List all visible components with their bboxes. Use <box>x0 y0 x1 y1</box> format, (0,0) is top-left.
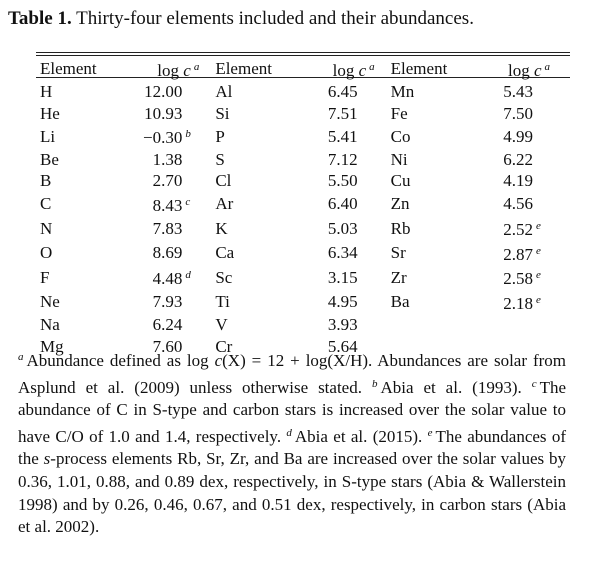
element-symbol: Cr <box>215 336 233 356</box>
abundance-number: 2.58 <box>503 269 533 288</box>
note-b-text: Abia et al. (1993). <box>380 377 522 397</box>
abundance-value <box>477 265 566 290</box>
header-log-var: c <box>533 61 542 80</box>
element-symbol: Be <box>40 149 59 169</box>
top-rule <box>36 52 570 53</box>
element-symbol: He <box>40 103 60 123</box>
footnote-mark: e <box>536 220 541 232</box>
abundance-number: 6.22 <box>503 149 533 169</box>
abundance-value <box>477 81 566 103</box>
abundance-number: 1.38 <box>152 149 183 169</box>
note-c-mark: c <box>531 377 537 390</box>
abundance-value <box>477 149 566 171</box>
element-symbol: K <box>215 218 228 238</box>
abundance-number: 4.48 <box>152 269 183 288</box>
header-element: Element <box>215 59 272 78</box>
abundance-value <box>477 314 566 336</box>
element-symbol: Cu <box>390 171 411 190</box>
abundance-number: 10.93 <box>144 103 183 123</box>
header-element: Element <box>40 59 97 78</box>
abundance-value <box>127 81 216 103</box>
abundance-number: 12.00 <box>144 82 183 101</box>
element-symbol: Si <box>215 103 230 123</box>
abundance-number: 8.43 <box>152 195 183 215</box>
abundance-number: 2.52 <box>503 220 533 239</box>
element-symbol: Al <box>215 82 233 101</box>
abundance-number: 4.99 <box>503 126 533 146</box>
element-symbol: C <box>40 194 52 213</box>
header-log-var: c <box>358 61 367 80</box>
caption-text: Thirty-four elements included and their abundances. <box>76 8 474 29</box>
abundance-value <box>302 216 391 241</box>
header-log-prefix: log <box>332 61 355 80</box>
element-symbol: Ni <box>390 149 408 169</box>
header-footnote-mark: a <box>544 61 550 73</box>
element-symbol: N <box>40 218 53 238</box>
header-log-var: c <box>183 61 191 80</box>
abundance-value <box>302 314 391 336</box>
abundance-number: 2.87 <box>503 244 533 264</box>
table-row <box>40 103 566 125</box>
note-a-pre: Abundance defined as log <box>26 351 209 370</box>
abundance-value <box>477 241 566 266</box>
note-a-var: c <box>214 351 223 370</box>
element-symbol: Sr <box>390 243 406 262</box>
element-symbol: F <box>40 267 50 287</box>
note-b-mark: b <box>371 377 378 390</box>
abundance-number: 5.43 <box>503 82 533 101</box>
abundance-number: 4.56 <box>503 194 533 213</box>
footnote-mark: b <box>185 128 191 140</box>
element-symbol: P <box>215 126 225 146</box>
note-e-post: -process elements Rb, Sr, Zr, and Ba are increased over the solar values by 0.36, 1.01, 0.88, and 0.89 dex, respectively, in S-type stars (Abia & Wallerstein 1998) and by 0.26, 0.46, 0.67, and 0.51 dex, respectively, in carbon stars (Abia et al. 2002). <box>18 449 566 537</box>
abundance-number: 3.93 <box>327 315 358 334</box>
abundance-value <box>302 124 391 149</box>
note-a-post: (X) = 12 + log(X/H). Abundances are solar from Asplund et al. (2009) unless otherwise stated. <box>18 351 566 397</box>
element-symbol: Co <box>390 126 411 146</box>
element-symbol: Ne <box>40 292 60 311</box>
element-symbol: Mn <box>390 82 415 101</box>
element-symbol <box>391 314 478 336</box>
element-symbol: Na <box>40 315 60 334</box>
abundance-value <box>127 124 216 149</box>
header-footnote-mark: a <box>369 61 375 73</box>
element-symbol: S <box>215 149 225 169</box>
abundance-number: 7.12 <box>327 149 358 169</box>
abundance-number: 6.45 <box>327 82 358 101</box>
abundance-number: 8.69 <box>152 243 183 262</box>
abundance-number: 7.51 <box>327 103 358 123</box>
abundance-value <box>477 124 566 149</box>
footnote-mark: c <box>185 195 191 208</box>
table-row <box>40 124 566 149</box>
abundance-value <box>302 241 391 266</box>
element-symbol: Ca <box>215 243 235 262</box>
element-symbol: Ti <box>215 292 230 311</box>
table-row <box>40 192 566 217</box>
abundance-number: 6.34 <box>327 243 358 262</box>
abundance-value <box>127 290 216 315</box>
abundance-number: 7.93 <box>152 292 183 311</box>
table-header-row <box>40 57 566 81</box>
abundance-value <box>302 192 391 217</box>
abundance-value <box>127 241 216 266</box>
element-symbol: Li <box>40 126 56 146</box>
note-e-pre: The abundances of the <box>18 426 567 469</box>
abundance-number: 4.19 <box>503 171 533 190</box>
abundance-number: 2.18 <box>503 293 533 313</box>
abundance-value <box>127 192 216 217</box>
abundance-number: 5.64 <box>327 336 358 356</box>
footnote-mark: e <box>536 244 541 257</box>
header-log-c <box>477 57 566 81</box>
header-log-prefix: log <box>157 61 180 80</box>
element-symbol: Zr <box>390 267 407 287</box>
element-symbol: V <box>215 315 228 334</box>
abundance-value <box>477 216 566 241</box>
abundance-value <box>302 265 391 290</box>
abundance-value <box>127 265 216 290</box>
table-row <box>40 149 566 171</box>
footnote-mark: e <box>536 293 541 306</box>
note-d-mark: d <box>286 426 292 439</box>
table-row <box>40 170 566 192</box>
abundance-number: 6.24 <box>152 315 183 334</box>
abundance-number: 5.41 <box>327 126 358 146</box>
element-symbol: Ar <box>215 194 234 213</box>
table-row <box>40 290 566 315</box>
abundance-number: 5.50 <box>327 171 358 190</box>
footnote-mark: e <box>536 269 541 281</box>
abundance-value <box>302 149 391 171</box>
abundance-number: 4.95 <box>327 292 358 311</box>
abundance-value <box>302 103 391 125</box>
note-e-mark: e <box>427 426 433 439</box>
abundance-number: 7.60 <box>152 336 183 356</box>
abundance-number: 7.50 <box>503 103 533 123</box>
abundance-value <box>477 103 566 125</box>
table-notes <box>18 346 566 539</box>
table-caption <box>8 8 474 30</box>
element-symbol: B <box>40 171 52 190</box>
note-a-mark: a <box>18 351 24 363</box>
abundance-value <box>477 170 566 192</box>
caption-label: Table 1. <box>8 8 72 29</box>
header-log-prefix: log <box>507 61 530 80</box>
element-symbol: Zn <box>390 194 410 213</box>
abundance-number: 2.70 <box>152 171 183 190</box>
abundance-value <box>302 81 391 103</box>
abundance-value <box>127 314 216 336</box>
abundance-value <box>127 170 216 192</box>
table-body <box>40 81 566 357</box>
abundance-number: 5.03 <box>327 218 358 238</box>
abundance-number: 3.15 <box>327 267 358 287</box>
element-symbol: Ba <box>390 292 410 311</box>
table-row <box>40 241 566 266</box>
table-row <box>40 81 566 103</box>
abundance-value <box>127 216 216 241</box>
abundance-number: −0.30 <box>142 128 183 147</box>
abundance-number: 7.83 <box>152 218 183 238</box>
header-log-c <box>302 57 391 81</box>
abundance-value <box>302 170 391 192</box>
abundance-value <box>477 192 566 217</box>
element-symbol: H <box>40 82 53 101</box>
abundance-value <box>477 290 566 315</box>
note-d-text: Abia et al. (2015). <box>294 426 423 446</box>
abundance-value <box>127 149 216 171</box>
table-row <box>40 314 566 336</box>
header-footnote-mark: a <box>193 61 200 73</box>
element-symbol: Fe <box>390 103 408 123</box>
note-e-ital: s <box>43 449 51 469</box>
element-symbol: O <box>40 243 53 262</box>
table-row <box>40 265 566 290</box>
abundance-table <box>40 57 566 357</box>
top-rule-double <box>36 55 570 56</box>
table-row <box>40 216 566 241</box>
element-symbol: Rb <box>390 218 411 238</box>
header-element: Element <box>390 59 448 78</box>
abundance-value <box>302 290 391 315</box>
abundance-number: 6.40 <box>327 194 358 213</box>
element-symbol: Mg <box>40 336 64 356</box>
header-log-c <box>127 57 216 81</box>
abundance-value <box>127 103 216 125</box>
element-symbol: Sc <box>215 267 233 287</box>
element-symbol: Cl <box>215 171 232 190</box>
footnote-mark: d <box>185 269 191 281</box>
note-c-text: The abundance of C in S-type and carbon stars is increased over the solar value to have C/O of 1.0 and 1.4, respectively. <box>18 377 567 446</box>
